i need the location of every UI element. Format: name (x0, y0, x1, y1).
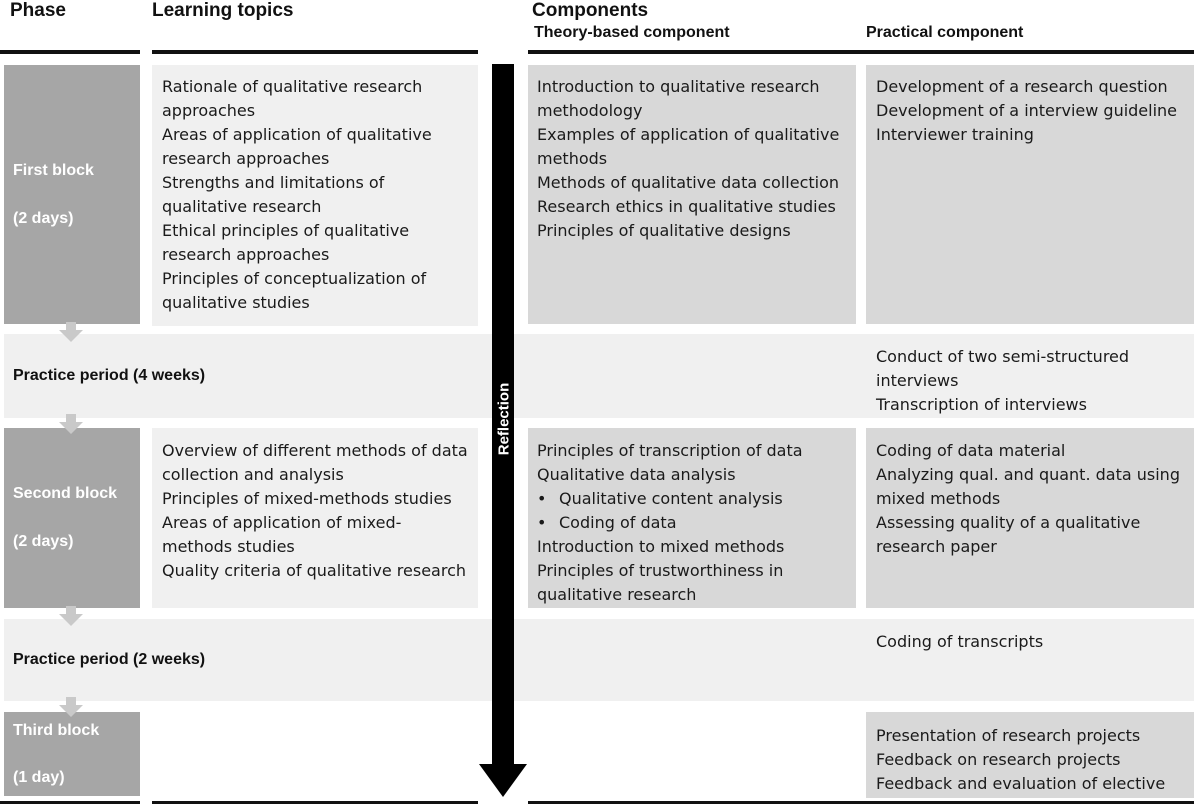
practical-item: Interviewer training (876, 125, 1034, 144)
theory-item: Methods of qualitative data collection (537, 173, 840, 192)
second-block-duration: (2 days) (13, 533, 74, 550)
second-block-topics (152, 428, 478, 608)
topic-item: Areas of application of mixed-methods studies (162, 513, 402, 556)
practical-item: Transcription of interviews (876, 395, 1087, 414)
first-block-theory (528, 65, 856, 324)
topic-item: Principles of conceptualization of qualitative studies (162, 269, 427, 312)
bottom-rule-components (528, 801, 1194, 804)
topic-item: Quality criteria of qualitative research (162, 561, 467, 580)
reflection-label-wrap (492, 378, 516, 460)
practical-item: Feedback and evaluation of elective (876, 774, 1166, 793)
phase-first-block (4, 65, 140, 324)
third-block-duration: (1 day) (13, 769, 65, 786)
topic-item: Ethical principles of qualitative research approaches (162, 221, 410, 264)
theory-item: Introduction to qualitative research methodology (537, 77, 820, 120)
top-rule-topics (152, 50, 478, 54)
practice-period-2-practical (866, 630, 1194, 654)
reflection-label: Reflection (495, 382, 513, 456)
phase-second-block (4, 428, 140, 608)
theory-subitem: • Coding of data (537, 511, 850, 535)
practical-item: Conduct of two semi-structured interviews (876, 347, 1130, 390)
phase-third-block (4, 712, 140, 796)
header-practical-component: Practical component (866, 24, 1024, 41)
practice-period-2-title: Practice period (2 weeks) (13, 651, 206, 668)
header-learning-topics: Learning topics (152, 0, 294, 21)
practical-item: Analyzing qual. and quant. data using mixed methods (876, 465, 1180, 508)
bottom-rule-phase (0, 801, 140, 804)
topic-item: Overview of different methods of data collection and analysis (162, 441, 468, 484)
practice-period-1-title: Practice period (4 weeks) (13, 367, 206, 384)
second-block-title: Second block (13, 485, 118, 502)
theory-item: Research ethics in qualitative studies (537, 197, 836, 216)
down-arrow-icon (59, 697, 83, 717)
practice-period-1-practical (866, 345, 1194, 417)
theory-subitem: • Qualitative content analysis (537, 487, 850, 511)
practical-item: Assessing quality of a qualitative research paper (876, 513, 1141, 556)
second-block-theory (528, 428, 856, 608)
third-block-practical (866, 712, 1194, 798)
bottom-rule-topics (152, 801, 478, 804)
third-block-title: Third block (13, 722, 100, 739)
topic-item: Rationale of qualitative research approaches (162, 77, 423, 120)
header-phase: Phase (10, 0, 66, 21)
first-block-title: First block (13, 162, 94, 179)
top-rule-components (528, 50, 1194, 54)
practical-item: Feedback on research projects (876, 750, 1121, 769)
topic-item: Strengths and limitations of qualitative research (162, 173, 385, 216)
theory-item: Examples of application of qualitative methods (537, 125, 840, 168)
practical-item: Development of a interview guideline (876, 101, 1178, 120)
first-block-duration: (2 days) (13, 210, 74, 227)
theory-item: Introduction to mixed methods (537, 537, 785, 556)
theory-item: Qualitative data analysis (537, 465, 736, 484)
theory-item: Principles of trustworthiness in qualitative research (537, 561, 784, 604)
top-rule-phase (0, 50, 140, 54)
down-arrow-icon (59, 414, 83, 434)
practical-item: Coding of transcripts (876, 632, 1044, 651)
topic-item: Principles of mixed-methods studies (162, 489, 452, 508)
practical-item: Development of a research question (876, 77, 1168, 96)
practical-item: Coding of data material (876, 441, 1066, 460)
down-arrow-icon (59, 322, 83, 342)
header-theory-component: Theory-based component (534, 24, 730, 41)
practical-item: Presentation of research projects (876, 726, 1141, 745)
first-block-practical (866, 65, 1194, 324)
down-arrow-icon (59, 606, 83, 626)
theory-item: Principles of qualitative designs (537, 221, 791, 240)
first-block-topics (152, 65, 478, 326)
second-block-practical (866, 428, 1194, 608)
header-components: Components (532, 0, 649, 21)
topic-item: Areas of application of qualitative research approaches (162, 125, 432, 168)
theory-item: Principles of transcription of data (537, 441, 803, 460)
